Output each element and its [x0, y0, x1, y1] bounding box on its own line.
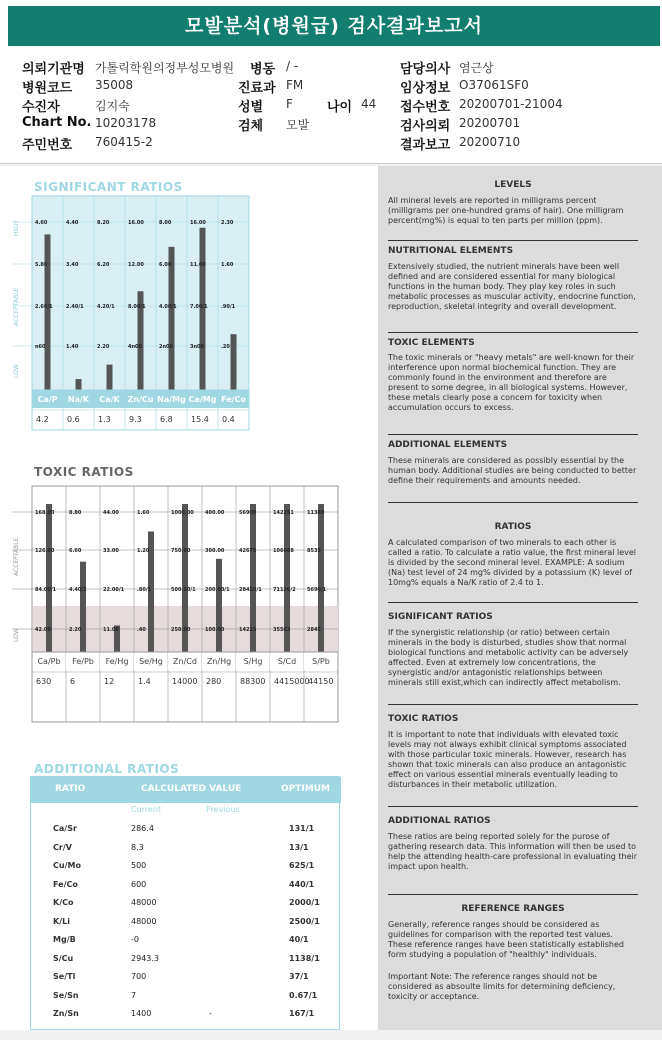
- table-row: [31, 895, 341, 911]
- tick-label: 4n00: [128, 344, 142, 350]
- tick-label: 200.00/1: [205, 587, 230, 593]
- optimum-cell: 625/1: [289, 861, 315, 870]
- tick-label: 8.00/1: [128, 304, 146, 310]
- specimen-value: 모발: [286, 118, 310, 132]
- value-label: 9.3: [129, 415, 142, 424]
- value-label: 88300: [240, 677, 266, 686]
- value-label: 630: [36, 677, 52, 686]
- receipt-label: 접수번호: [400, 100, 451, 115]
- current-cell: 48000: [131, 898, 157, 907]
- tick-label: 14225: [239, 627, 257, 633]
- tick-label: 400.00: [205, 510, 225, 516]
- current-cell: 286.4: [131, 824, 154, 833]
- ratio-cell: Ca/Sr: [53, 824, 77, 833]
- divider: [388, 704, 638, 705]
- tick-label: 1.60: [137, 510, 150, 516]
- table-row: [31, 821, 341, 837]
- tick-label: 6.00: [159, 262, 172, 268]
- optimum-cell: 131/1: [289, 824, 315, 833]
- receipt-value: 20200701-21004: [459, 97, 563, 111]
- zone-label: LOW: [13, 628, 20, 642]
- subheader-previous: Previous: [206, 805, 240, 814]
- hospital-code-label: 병원코드: [22, 81, 73, 96]
- tick-label: 42.00: [35, 627, 51, 633]
- report-title: 모발분석(병원급) 검사결과보고서: [8, 6, 660, 46]
- ratios-text: A calculated comparison of two minerals to each other is called a ratio. To calculate a ratio value, the first mineral level is divided by the second mineral level. EXAMPLE: A sodium (Na) test level of 24 mg% divided by a potassium (K) level of 10mg% equals a Na/K ratio of 2.4 to 1.: [388, 538, 637, 587]
- category-label: Fe/Hg: [105, 657, 129, 666]
- tick-label: 1.60: [221, 262, 234, 268]
- additional-ratios-header: [31, 777, 341, 803]
- ward-label: 병동: [250, 62, 276, 77]
- request-value: 20200701: [459, 116, 521, 130]
- toxic-ratios-title: TOXIC RATIOS: [34, 465, 134, 479]
- optimum-cell: 2500/1: [289, 916, 320, 926]
- tick-label: 5.80: [35, 262, 48, 268]
- bar: [169, 247, 175, 390]
- tick-label: 2.30: [221, 220, 234, 226]
- tick-label: 750.00: [171, 548, 191, 554]
- collector-label: 수진자: [22, 100, 60, 115]
- current-cell: 1400: [131, 1009, 152, 1018]
- tick-label: .40: [137, 627, 146, 633]
- tick-label: 4.40: [66, 220, 79, 226]
- toxic-elements-title: TOXIC ELEMENTS: [388, 338, 475, 348]
- value-label: 0.6: [67, 415, 80, 424]
- value-label: 0.4: [222, 415, 235, 424]
- clinical-label: 임상정보: [400, 81, 451, 96]
- tick-label: 16.00: [128, 220, 144, 226]
- current-cell: 700: [131, 972, 147, 981]
- category-label: Zn/Cd: [173, 657, 197, 666]
- category-label: Fe/Co: [221, 395, 246, 404]
- tick-label: 1.20: [137, 548, 150, 554]
- tick-label: 2.20: [69, 627, 82, 633]
- optimum-cell: 0.67/1: [289, 990, 318, 1000]
- additional-ratios-table: [30, 776, 340, 1030]
- table-row: [31, 988, 341, 1004]
- category-label: Ca/Mg: [188, 395, 217, 404]
- ratio-cell: Cr/V: [53, 842, 72, 852]
- doctor-label: 담당의사: [400, 62, 451, 77]
- table-row: [31, 1006, 341, 1022]
- significant-ratios-heading: SIGNIFICANT RATIOS: [388, 612, 493, 622]
- current-cell: 8.3: [131, 842, 144, 852]
- category-label: Se/Hg: [139, 657, 163, 666]
- divider: [388, 434, 638, 435]
- resident-value: 760415-2: [95, 135, 153, 149]
- divider: [388, 240, 638, 241]
- age-value: 44: [361, 97, 377, 111]
- zone-label: LOW: [13, 364, 20, 378]
- value-label: 14000: [172, 677, 198, 686]
- tick-label: 4.60: [35, 220, 48, 226]
- tick-label: 8535: [307, 548, 321, 554]
- zone-label: HIGH: [13, 220, 20, 236]
- header-optimum: OPTIMUM: [281, 784, 330, 794]
- sex-value: F: [286, 97, 293, 111]
- tick-label: 8.00: [159, 220, 172, 226]
- tick-label: 500.00/1: [171, 587, 196, 593]
- toxic-elements-text: The toxic minerals or "heavy metals" are well-known for their interference upon normal biochemical function. They are commonly found in the environment and therefore are present to some degree, in all biological systems. However, these metals clearly pose a concern for toxicity when accumulation occurs to excess.: [388, 353, 635, 412]
- collector-value: 김지숙: [95, 99, 130, 113]
- tick-label: 8.20: [97, 220, 110, 226]
- value-label: 1.3: [98, 415, 111, 424]
- tick-label: 4.40/1: [69, 587, 87, 593]
- report-header: [0, 0, 662, 48]
- reference-ranges-text: Generally, reference ranges should be considered as guidelines for comparison with the reported test values. These reference ranges have been statistically established form studying a population of "healthly" individuals.: [388, 920, 624, 959]
- tick-label: 300.00: [205, 548, 225, 554]
- ward-value: / -: [286, 59, 299, 73]
- bar: [107, 365, 113, 390]
- bar: [45, 234, 51, 390]
- tick-label: 4.20/1: [97, 304, 115, 310]
- tick-label: 168.00: [35, 510, 55, 516]
- tick-label: 71126/2: [273, 587, 296, 593]
- category-label: S/Pb: [312, 657, 330, 666]
- tick-label: 6.20: [97, 262, 110, 268]
- current-cell: 500: [131, 861, 147, 870]
- current-cell: 7: [131, 990, 137, 1000]
- tick-label: 2.40/1: [66, 304, 84, 310]
- optimum-cell: 37/1: [289, 972, 309, 981]
- additional-ratios-title: ADDITIONAL RATIOS: [34, 762, 180, 776]
- bar: [80, 562, 86, 652]
- tick-label: n60: [35, 344, 46, 350]
- patient-info: [0, 48, 662, 164]
- tick-label: 28450/1: [239, 587, 262, 593]
- tick-label: 42675: [239, 548, 257, 554]
- tick-label: 11380: [307, 510, 325, 516]
- dept-label: 진료과: [238, 81, 276, 96]
- nutritional-elements-title: NUTRITIONAL ELEMENTS: [388, 246, 514, 256]
- institution-value: 가톨릭학원의정부성모병원: [95, 61, 235, 75]
- value-label: 44150: [308, 677, 334, 686]
- subheader-current: Current: [131, 805, 162, 814]
- doctor-value: 염근상: [459, 61, 494, 75]
- tick-label: 250.00: [171, 627, 191, 633]
- value-label: 12: [104, 677, 115, 686]
- age-label: 나이: [327, 100, 353, 115]
- category-label: Zn/Cu: [127, 395, 154, 404]
- tick-label: 126.00: [35, 548, 55, 554]
- optimum-cell: 1138/1: [289, 953, 320, 963]
- category-label: Ca/Pb: [37, 657, 61, 666]
- current-cell: 48000: [131, 916, 157, 926]
- table-row: [31, 840, 341, 856]
- bar: [231, 334, 237, 390]
- bar: [76, 379, 82, 390]
- category-label: Na/Mg: [157, 395, 186, 404]
- tick-label: .90/1: [221, 304, 236, 310]
- tick-label: 2.60/1: [35, 304, 53, 310]
- tick-label: 2n00: [159, 344, 173, 350]
- zone-label: ACCEPTABLE: [13, 287, 20, 326]
- tick-label: 22.00/1: [103, 587, 125, 593]
- value-label: 15.4: [191, 415, 209, 424]
- tick-label: 100.00: [205, 627, 225, 633]
- levels-text: All mineral levels are reported in milligrams percent (milligrams per one-hundred grams of hair). One milligram percent(mg%) is equal to ten parts per million (ppm).: [388, 196, 624, 225]
- table-row: [31, 914, 341, 930]
- zone-label: ACCEPTABLE: [13, 537, 20, 576]
- previous-cell: -: [209, 1009, 212, 1018]
- ratio-cell: Cu/Mo: [53, 861, 81, 870]
- table-row: [31, 877, 341, 893]
- value-label: 280: [206, 677, 222, 686]
- tick-label: 2845: [307, 627, 321, 633]
- tick-label: 5690/1: [307, 587, 327, 593]
- tick-label: .20: [221, 344, 230, 350]
- sex-label: 성별: [238, 100, 264, 115]
- category-label: Na/K: [67, 395, 90, 404]
- additional-ratios-heading: ADDITIONAL RATIOS: [388, 816, 491, 826]
- ratio-cell: K/Co: [53, 898, 74, 907]
- bar: [216, 559, 222, 652]
- tick-label: 56900: [239, 510, 257, 516]
- chart-no-value: 10203178: [95, 116, 157, 130]
- divider: [388, 602, 638, 603]
- ratios-title: RATIOS: [494, 522, 532, 532]
- resident-label: 주민번호: [22, 138, 73, 153]
- optimum-cell: 40/1: [289, 935, 309, 944]
- tick-label: 2.20: [97, 344, 110, 350]
- category-label: Ca/P: [37, 395, 58, 404]
- tick-label: 7.00/1: [190, 304, 208, 310]
- ratio-cell: Fe/Co: [53, 879, 78, 889]
- category-label: S/Cd: [277, 657, 297, 666]
- tick-label: 106688: [273, 548, 294, 554]
- ratio-cell: Se/Tl: [53, 972, 76, 981]
- additional-elements-title: ADDITIONAL ELEMENTS: [388, 440, 508, 450]
- category-label: Ca/K: [99, 395, 120, 404]
- value-label: 6: [70, 677, 76, 686]
- report-date-label: 결과보고: [400, 138, 451, 153]
- category-label: Fe/Pb: [72, 657, 94, 666]
- tick-label: 4.00/1: [159, 304, 177, 310]
- significant-ratios-chart: [0, 166, 378, 436]
- divider: [388, 806, 638, 807]
- table-row: [31, 951, 341, 967]
- ratio-cell: K/Li: [53, 916, 70, 926]
- optimum-cell: 440/1: [289, 879, 315, 889]
- table-row: [31, 969, 341, 985]
- optimum-cell: 2000/1: [289, 898, 320, 907]
- clinical-value: O37061SF0: [459, 78, 529, 92]
- table-row: [31, 932, 341, 948]
- tick-label: 33.00: [103, 548, 119, 554]
- toxic-ratios-heading: TOXIC RATIOS: [388, 714, 459, 724]
- current-cell: 2943.3: [131, 953, 159, 963]
- ratio-cell: Se/Sn: [53, 990, 79, 1000]
- table-row: [31, 858, 341, 874]
- chart-no-label: Chart No.: [22, 115, 92, 130]
- toxic-ratios-text: It is important to note that individuals with elevated toxic levels may not always exhibit clinical symptoms associated with those particular toxic minerals. However, research has shown that toxic minerals can also produce an antagonistic effect on various essential minerals eventually leading to disturbances in their metabolic utilization.: [388, 730, 627, 789]
- tick-label: 3n00: [190, 344, 204, 350]
- tick-label: 142251: [273, 510, 294, 516]
- tick-label: 1000.00: [171, 510, 194, 516]
- current-cell: -0: [131, 935, 139, 944]
- header-calculated-value: CALCULATED VALUE: [141, 784, 242, 794]
- additional-elements-text: These minerals are considered as possibly essential by the human body. Additional studies are being conducted to better define their requirements and amounts needed.: [388, 456, 637, 485]
- tick-label: 3.40: [66, 262, 79, 268]
- divider: [388, 332, 638, 333]
- explanations-column: [378, 166, 662, 1030]
- category-label: Zn/Hg: [206, 657, 232, 666]
- optimum-cell: 167/1: [289, 1009, 315, 1018]
- hospital-code-value: 35008: [95, 78, 134, 92]
- tick-label: 35563: [273, 627, 291, 633]
- reference-ranges-title: REFERENCE RANGES: [461, 904, 565, 914]
- institution-label: 의뢰기관명: [22, 62, 85, 77]
- divider: [388, 894, 638, 895]
- tick-label: 44.00: [103, 510, 119, 516]
- value-label: 4415000: [274, 677, 310, 686]
- ratio-cell: S/Cu: [53, 953, 74, 963]
- levels-title: LEVELS: [494, 180, 532, 190]
- significant-ratios-title: SIGNIFICANT RATIOS: [34, 180, 183, 194]
- tick-label: 11.00: [103, 627, 119, 633]
- toxic-ratios-chart: [0, 456, 378, 756]
- tick-label: 11.00: [190, 262, 206, 268]
- report-body: [0, 166, 662, 1030]
- request-label: 검사의뢰: [400, 119, 451, 134]
- tick-label: 1.40: [66, 344, 79, 350]
- dept-value: FM: [286, 78, 304, 92]
- optimum-cell: 13/1: [289, 842, 309, 852]
- ratio-cell: Zn/Sn: [53, 1009, 79, 1018]
- value-label: 6.8: [160, 415, 173, 424]
- tick-label: 84.00/1: [35, 587, 57, 593]
- ratios-column: [0, 166, 378, 1030]
- tick-label: 8.80: [69, 510, 82, 516]
- value-label: 4.2: [36, 415, 49, 424]
- value-label: 1.4: [138, 677, 151, 686]
- tick-label: 16.00: [190, 220, 206, 226]
- additional-ratios-text: These ratios are being reported solely for the purose of gathering research data. This information will then be used to help the attending health-care professional in evaluating their impact upon health.: [388, 832, 638, 871]
- tick-label: .80/1: [137, 587, 152, 593]
- specimen-label: 검체: [238, 119, 264, 134]
- category-label: S/Hg: [243, 657, 263, 666]
- current-cell: 600: [131, 879, 147, 889]
- divider: [388, 502, 638, 503]
- ratio-cell: Mg/B: [53, 935, 76, 944]
- tick-label: 6.60: [69, 548, 82, 554]
- report-date-value: 20200710: [459, 135, 521, 149]
- nutritional-elements-text: Extensively studied, the nutrient minerals have been well defined and are considered essential for many biological functions in the human body. They play key roles in such metabolic processes as muscular activity, endocrine function, reproduction, skeletal integrity and overall development.: [388, 262, 636, 311]
- significant-ratios-text: If the synergistic relationship (or ratio) between certain minerals in the body is disturbed, studies show that normal biological functions and metabolic activity can be adversely affected. Even at extremely low concentrations, the synergistic and/or antagonistic relationships between minerals still exist,which can indirectly affect metabolism.: [388, 628, 629, 687]
- header-ratio: RATIO: [55, 784, 86, 794]
- tick-label: 12.00: [128, 262, 144, 268]
- important-note-text: Important Note: The reference ranges should not be considered as absoulte limits for determining deficiency, toxicity or acceptance.: [388, 972, 616, 1001]
